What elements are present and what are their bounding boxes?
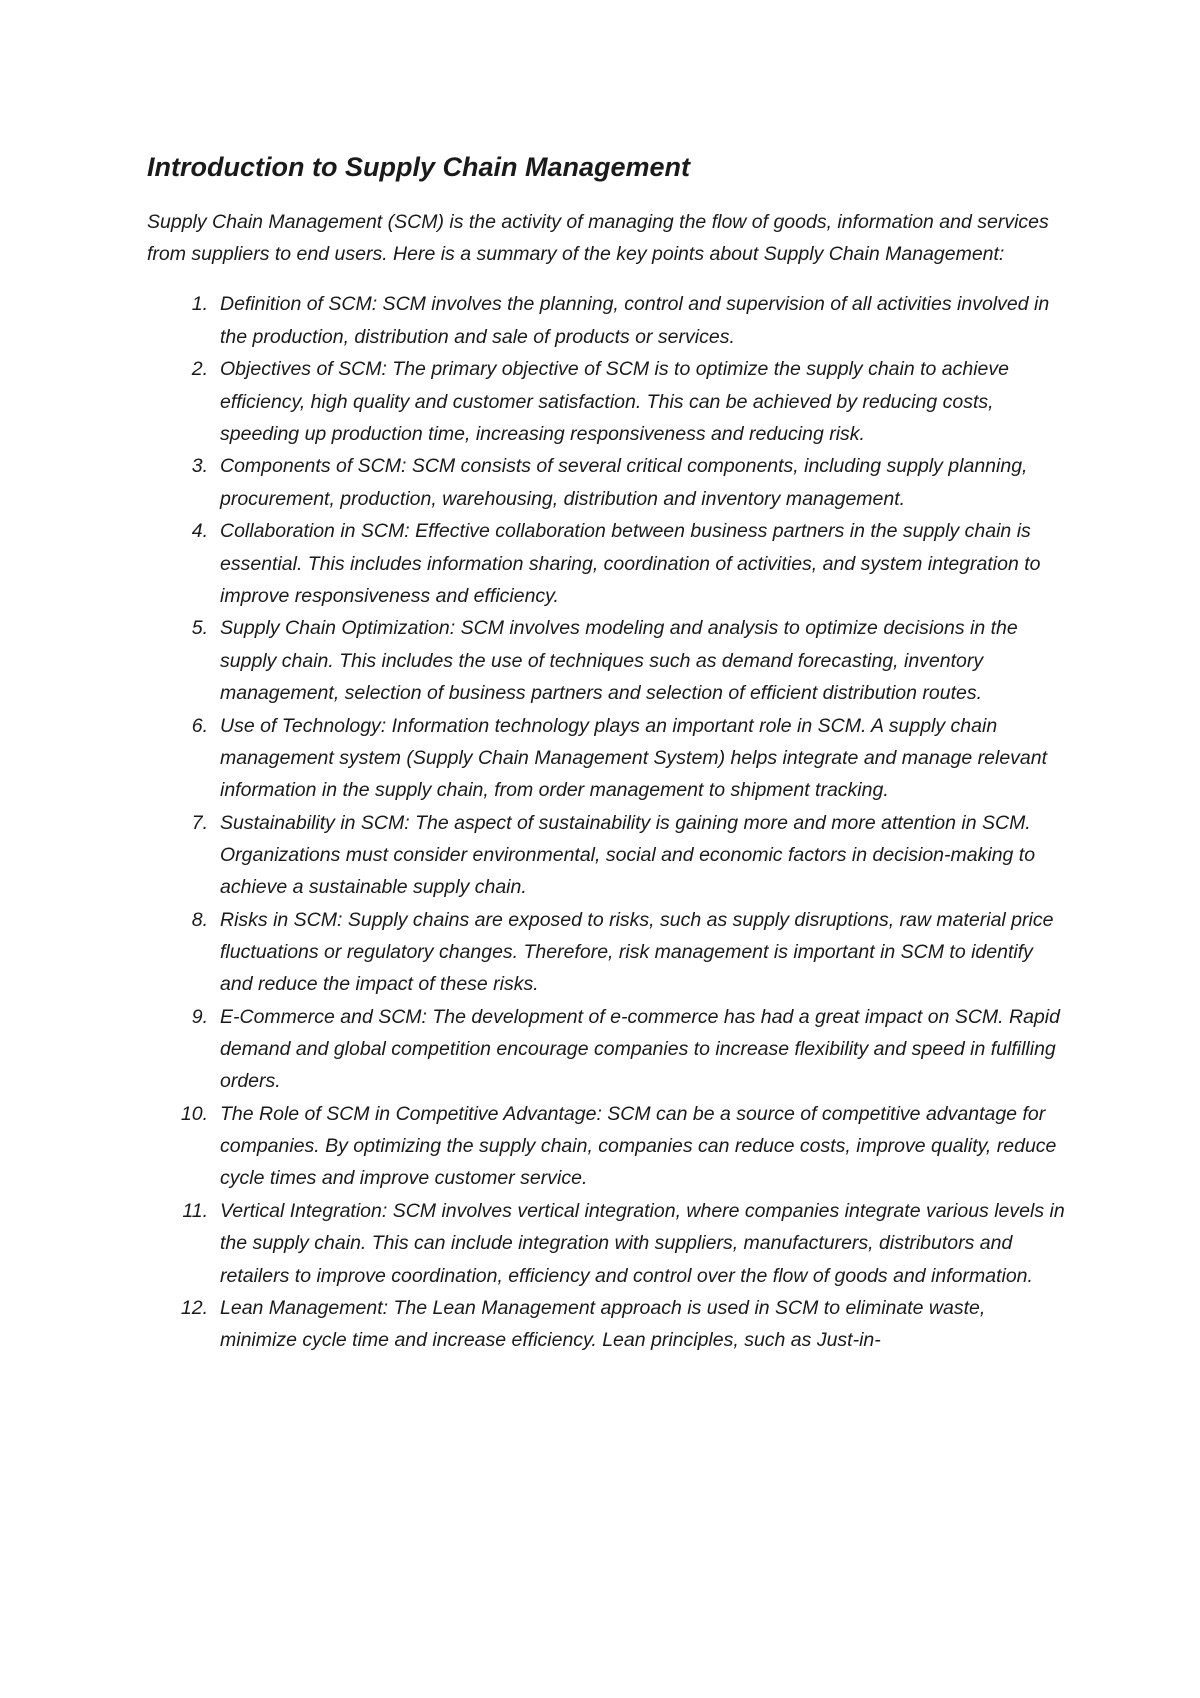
list-item-number: 3. — [191, 455, 208, 478]
list-item-number: 4. — [191, 520, 208, 543]
list-item-number: 11. — [182, 1200, 208, 1223]
list-item — [147, 612, 1067, 709]
list-item-number: 7. — [191, 811, 208, 834]
intro-paragraph: Supply Chain Management (SCM) is the activity of managing the flow of goods, information and services from suppliers to end users. Here is a summary of the key points about Supply Chain Management: — [147, 211, 1049, 266]
list-item — [147, 1098, 1067, 1195]
list-item-number: 2. — [191, 358, 208, 381]
list-item-number: 5. — [191, 617, 208, 640]
list-item-text: Sustainability in SCM: The aspect of sustainability is gaining more and more attention in SCM. Organizations must consider environmental, social and economic factors in decision-making to achieve a sustainable supply chain. — [220, 811, 1036, 899]
list-item — [147, 1292, 1067, 1356]
list-item-text: Components of SCM: SCM consists of several critical components, including supply planning, procurement, production, warehousing, distribution and inventory management. — [220, 455, 1028, 510]
list-item-text: Objectives of SCM: The primary objective of SCM is to optimize the supply chain to achieve efficiency, high quality and customer satisfaction. This can be achieved by reducing costs, speeding up production time, increasing responsiveness and reducing risk. — [220, 358, 1009, 445]
list-item-number: 1. — [191, 293, 208, 316]
list-item-text: Vertical Integration: SCM involves vertical integration, where companies integrate various levels in the supply chain. This can include integration with suppliers, manufacturers, distributors and retailers to improve coordination, efficiency and control over the flow of goods and information. — [220, 1200, 1065, 1287]
list-item-text: Supply Chain Optimization: SCM involves modeling and analysis to optimize decisions in the supply chain. This includes the use of techniques such as demand forecasting, inventory management, selection of business partners and selection of efficient distribution routes. — [220, 617, 1018, 704]
list-item-number: 6. — [191, 714, 208, 737]
document-title: Introduction to Supply Chain Management — [147, 152, 690, 182]
list-item-text: The Role of SCM in Competitive Advantage: SCM can be a source of competitive advantage for companies. By optimizing the supply chain, companies can reduce costs, improve quality, reduce cycle times and improve customer service. — [220, 1102, 1057, 1190]
list-item — [147, 1195, 1067, 1292]
list-item-text: Definition of SCM: SCM involves the planning, control and supervision of all activities involved in the production, distribution and sale of products or services. — [220, 293, 1050, 348]
list-item-text: E-Commerce and SCM: The development of e-commerce has had a great impact on SCM. Rapid demand and global competition encourage companies to increase flexibility and speed in fulfilling orders. — [220, 1005, 1060, 1093]
list-item-text: Collaboration in SCM: Effective collaboration between business partners in the supply chain is essential. This includes information sharing, coordination of activities, and system integration to improve responsiveness and efficiency. — [220, 520, 1041, 607]
list-item — [147, 515, 1067, 612]
list-item-text: Risks in SCM: Supply chains are exposed to risks, such as supply disruptions, raw material price fluctuations or regulatory changes. Therefore, risk management is important in SCM to identify and reduce the impact of these risks. — [220, 908, 1054, 996]
list-item-number: 8. — [191, 908, 208, 931]
document-body — [147, 150, 1067, 1357]
list-item-text: Lean Management: The Lean Management approach is used in SCM to eliminate waste, minimize cycle time and increase efficiency. Lean principles, such as Just-in- — [220, 1297, 986, 1352]
list-item — [147, 807, 1067, 904]
key-points-list — [147, 288, 1067, 1356]
list-item-number: 12. — [180, 1297, 208, 1320]
list-item — [147, 904, 1067, 1001]
list-item-number: 10. — [180, 1102, 208, 1125]
list-item-number: 9. — [191, 1005, 208, 1028]
list-item — [147, 1001, 1067, 1098]
list-item — [147, 288, 1067, 352]
list-item — [147, 353, 1067, 450]
list-item — [147, 710, 1067, 807]
list-item-text: Use of Technology: Information technology plays an important role in SCM. A supply chain management system (Supply Chain Management System) helps integrate and manage relevant information in the supply chain, from order management to shipment tracking. — [220, 714, 1048, 801]
list-item — [147, 450, 1067, 514]
